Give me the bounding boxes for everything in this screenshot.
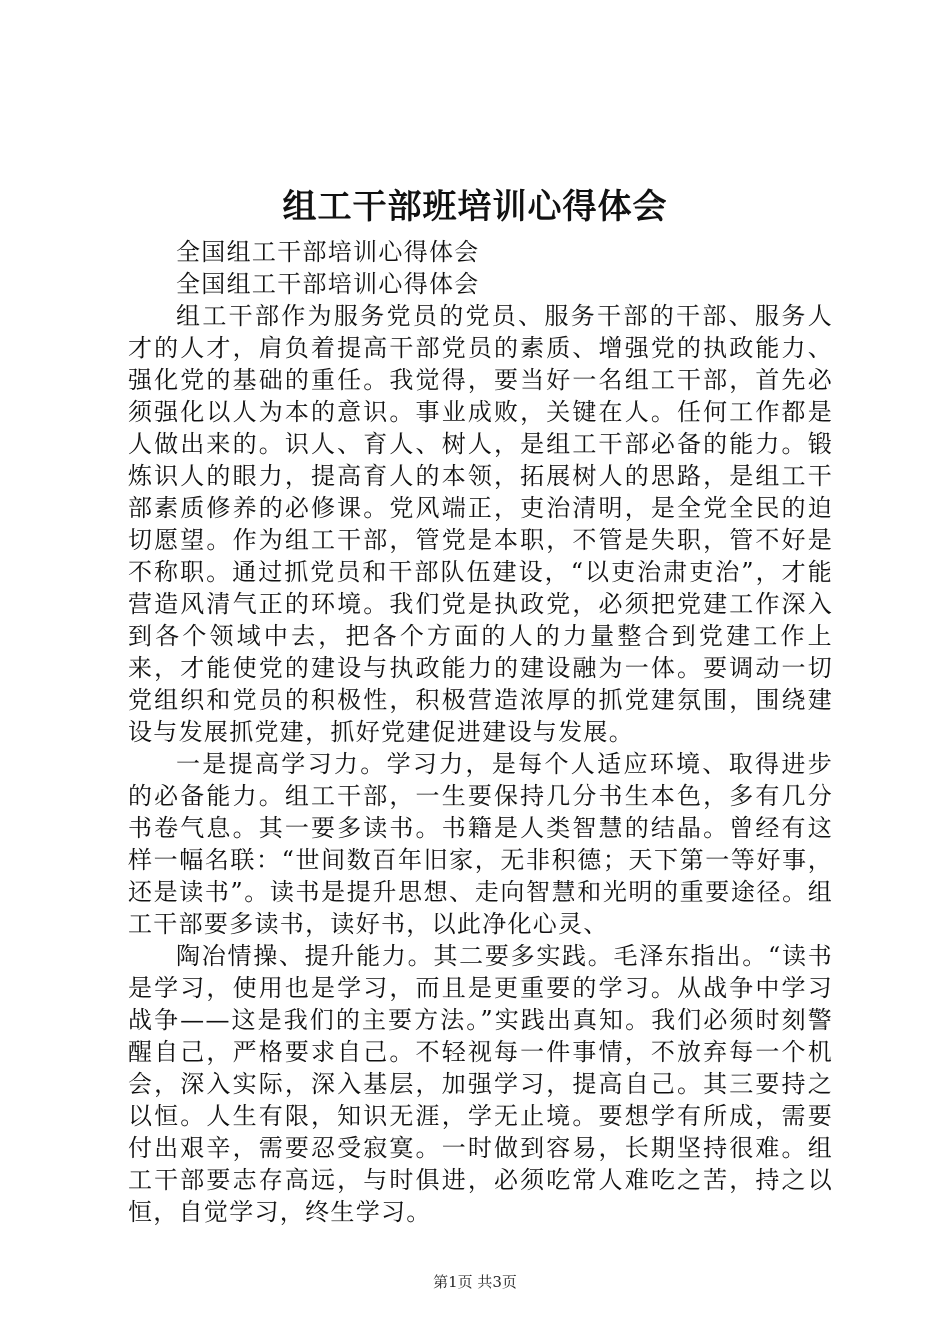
document-title: 组工干部班培训心得体会 <box>282 187 668 227</box>
paragraph-1: 全国组工干部培训心得体会 <box>176 238 480 266</box>
paragraph-5: 陶冶情操、提升能力。其二要多实践。毛泽东指出。“读书是学习，使用也是学习，而且是更重要的学习。从战争中学习战争——这是我们的主要方法。”实践出真知。我们必须时刻警醒自己，严格要求自己。不轻视每一件事情，不放弃每一个机会，深入实际，深入基层，加强学习，提高自己。其三要持之以恒。人生有限，知识无涯，学无止境。要想学有所成，需要付出艰辛，需要忍受寂寞。一时做到容易，长期坚持很难。组工干部要志存高远，与时俱进，必须吃常人难吃之苦，持之以恒，自觉学习，终生学习。 <box>128 942 833 1226</box>
paragraph-4: 一是提高学习力。学习力，是每个人适应环境、取得进步的必备能力。组工干部，一生要保持几分书生本色，多有几分书卷气息。其一要多读书。书籍是人类智慧的结晶。曾经有这样一幅名联：“世间数百年旧家，无非积德；天下第一等好事，还是读书”。读书是提升思想、走向智慧和光明的重要途径。组工干部要多读书，读好书，以此净化心灵、 <box>128 750 833 938</box>
page-number-footer: 第1页 共3页 <box>433 1273 517 1291</box>
paragraph-3: 组工干部作为服务党员的党员、服务干部的干部、服务人才的人才，肩负着提高干部党员的素质、增强党的执政能力、强化党的基础的重任。我觉得，要当好一名组工干部，首先必须强化以人为本的意识。事业成败，关键在人。任何工作都是人做出来的。识人、育人、树人，是组工干部必备的能力。锻炼识人的眼力，提高育人的本领，拓展树人的思路，是组工干部素质修养的必修课。党风端正，吏治清明，是全党全民的迫切愿望。作为组工干部，管党是本职，不管是失职，管不好是不称职。通过抓党员和干部队伍建设，“以吏治肃吏治”，才能营造风清气正的环境。我们党是执政党，必须把党建工作深入到各个领域中去，把各个方面的人的力量整合到党建工作上来，才能使党的建设与执政能力的建设融为一体。要调动一切党组织和党员的积极性，积极营造浓厚的抓党建氛围，围绕建设与发展抓党建，抓好党建促进建设与发展。 <box>128 302 833 746</box>
paragraph-2: 全国组工干部培训心得体会 <box>176 270 480 298</box>
document-body <box>128 236 833 1228</box>
